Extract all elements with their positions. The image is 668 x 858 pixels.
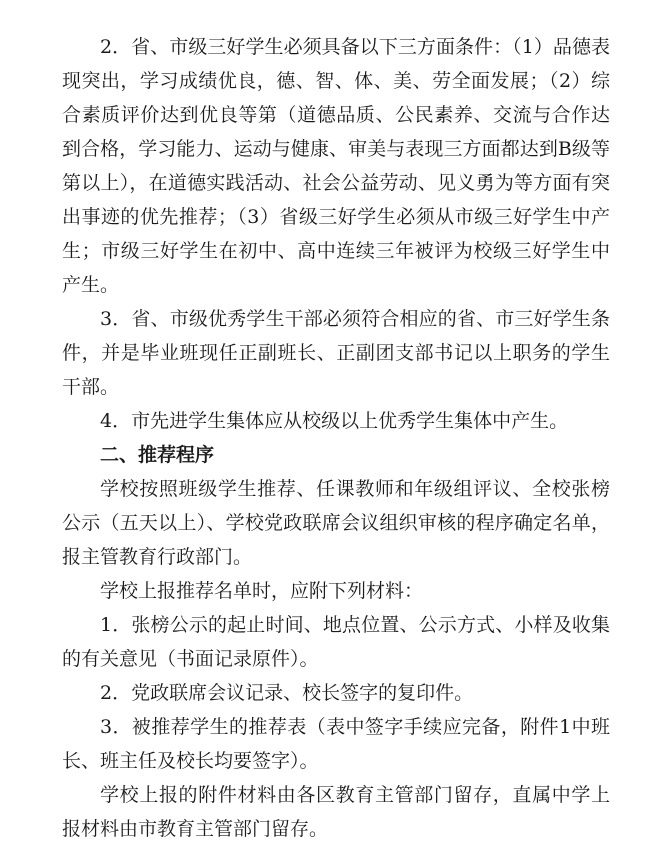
paragraph-condition-3: 3．省、市级优秀学生干部必须符合相应的省、市三好学生条件，并是毕业班现任正副班长、正副团支部书记以上职务的学生干部。 xyxy=(62,308,610,398)
paragraph-material-3: 3．被推荐学生的推荐表（表中签字手续应完备，附件1中班长、班主任及校长均要签字）。 xyxy=(62,716,610,772)
paragraph-material-2: 2．党政联席会议记录、校长签字的复印件。 xyxy=(100,682,474,704)
section-heading: 二、推荐程序 xyxy=(100,444,215,466)
paragraph-condition-2: 2．省、市级三好学生必须具备以下三方面条件：（1）品德表现突出，学习成绩优良，德、智、体、美、劳全面发展；（2）综合素质评价达到优良等第（道德品质、公民素养、交流与合作达到合格，学习能力、运动与健康、审美与表现三方面都达到B级等第以上），在道德实践活动、社会公益劳动、见义勇为等方面有突出事迹的优先推荐；（3）省级三好学生必须从市级三好学生中产生；市级三好学生在初中、高中连续三年被评为校级三好学生中产生。 xyxy=(62,36,610,296)
paragraph-retention: 学校上报的附件材料由各区教育主管部门留存，直属中学上报材料由市教育主管部门留存。 xyxy=(62,784,610,840)
paragraph-material-1: 1．张榜公示的起止时间、地点位置、公示方式、小样及收集的有关意见（书面记录原件）。 xyxy=(62,614,610,670)
document-page xyxy=(62,30,610,846)
paragraph-procedure: 学校按照班级学生推荐、任课教师和年级组评议、全校张榜公示（五天以上）、学校党政联席会议组织审核的程序确定名单，报主管教育行政部门。 xyxy=(62,478,610,568)
paragraph-materials-intro: 学校上报推荐名单时，应附下列材料： xyxy=(100,580,424,602)
paragraph-condition-4: 4．市先进学生集体应从校级以上优秀学生集体中产生。 xyxy=(100,410,569,432)
